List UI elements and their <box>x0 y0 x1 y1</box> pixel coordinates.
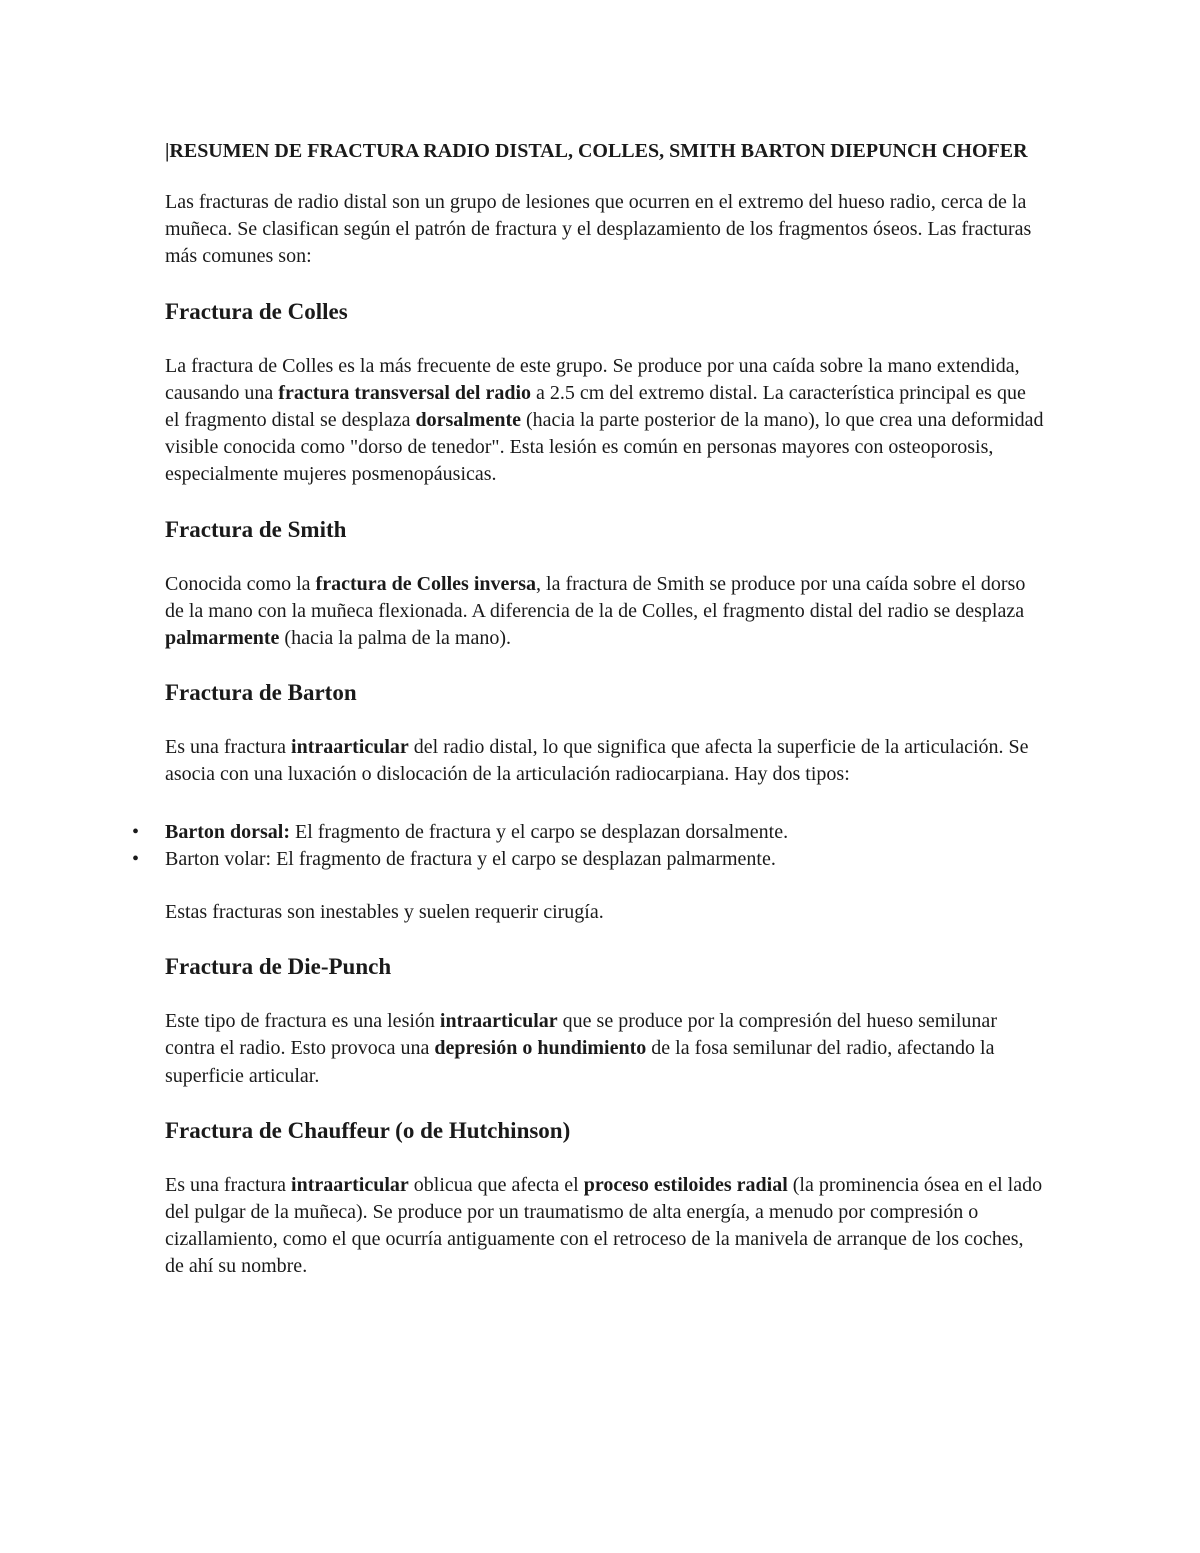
bold-term: intraarticular <box>439 1010 558 1033</box>
text-run: oblicua que afecta el <box>408 1173 584 1196</box>
text-run: Es una fractura <box>165 1173 292 1196</box>
bold-term: intraarticular <box>291 736 409 759</box>
paragraph-chauffeur <box>165 1172 1045 1281</box>
text-run: El fragmento de fractura y el carpo se desplazan dorsalmente. <box>290 820 789 843</box>
bold-term: depresión o hundimiento <box>434 1037 647 1060</box>
paragraph-barton <box>165 734 1045 788</box>
heading-smith: Fractura de Smith <box>165 516 347 542</box>
text-run: de la fosa semilunar del radio, afectando la superficie articular. <box>165 1037 995 1087</box>
heading-barton: Fractura de Barton <box>165 680 357 706</box>
bullet-icon: • <box>132 847 140 870</box>
list-item <box>132 819 1045 846</box>
paragraph-smith <box>165 571 1045 653</box>
bold-term: intraarticular <box>291 1173 409 1196</box>
paragraph-barton-closing: Estas fracturas son inestables y suelen requerir cirugía. <box>165 901 604 924</box>
heading-diepunch: Fractura de Die-Punch <box>165 954 392 980</box>
heading-colles: Fractura de Colles <box>165 298 348 324</box>
text-run: que se produce por la compresión del hueso semilunar contra el radio. Esto provoca una <box>165 1010 997 1060</box>
bold-term: proceso estiloides radial <box>583 1173 788 1196</box>
bold-term: fractura de Colles inversa <box>315 572 537 595</box>
paragraph-colles <box>165 353 1045 489</box>
text-run: Conocida como la <box>165 572 316 595</box>
text-run: (hacia la palma de la mano). <box>279 627 511 650</box>
list-item <box>132 846 1045 873</box>
bullet-icon: • <box>132 820 140 843</box>
text-run: , la fractura de Smith se produce por una caída sobre el dorso de la mano con la muñeca flexionada. A diferencia de la de Colles, el fragmento distal del radio se desplaza <box>165 572 1026 622</box>
heading-chauffeur: Fractura de Chauffeur (o de Hutchinson) <box>165 1117 571 1143</box>
bold-term: dorsalmente <box>415 409 522 432</box>
text-run: (la prominencia ósea en el lado del pulgar de la muñeca). Se produce por un traumatismo de alta energía, a menudo por compresión o cizallamiento, como el que ocurría antiguamente con el retroceso de la manivela de arranque de los coches, de ahí su nombre. <box>165 1173 1043 1278</box>
text-run: a 2.5 cm del extremo distal. La característica principal es que el fragmento distal se desplaza <box>165 381 1026 432</box>
text-run: (hacia la parte posterior de la mano), lo que crea una deformidad visible conocida como "dorso de tenedor". Esta lesión es común en personas mayores con osteoporosis, especialmente mujeres posmenopáusicas. <box>165 409 1044 486</box>
text-run: del radio distal, lo que significa que afecta la superficie de la articulación. Se asocia con una luxación o dislocación de la articulación radiocarpiana. Hay dos tipos: <box>165 736 1029 786</box>
bold-term: fractura transversal del radio <box>278 381 532 404</box>
text-run: Este tipo de fractura es una lesión <box>165 1010 440 1033</box>
document-title: |RESUMEN DE FRACTURA RADIO DISTAL, COLLES, SMITH BARTON DIEPUNCH CHOFER <box>165 140 1028 162</box>
text-run: La fractura de Colles es la más frecuente de este grupo. Se produce por una caída sobre la mano extendida, causando una <box>165 354 1020 404</box>
bold-term: Barton dorsal: <box>165 820 290 843</box>
intro-paragraph: Las fracturas de radio distal son un grupo de lesiones que ocurren en el extremo del hueso radio, cerca de la muñeca. Se clasifican según el patrón de fractura y el desplazamiento de los fragmentos óseos. Las fracturas más comunes son: <box>165 191 1032 268</box>
bold-term: palmarmente <box>165 627 280 650</box>
text-run: Barton volar: El fragmento de fractura y el carpo se desplazan palmarmente. <box>165 847 776 870</box>
paragraph-diepunch <box>165 1008 1045 1090</box>
text-run: Es una fractura <box>165 736 292 759</box>
document-body <box>132 138 1045 1307</box>
barton-types-list <box>132 819 1045 873</box>
